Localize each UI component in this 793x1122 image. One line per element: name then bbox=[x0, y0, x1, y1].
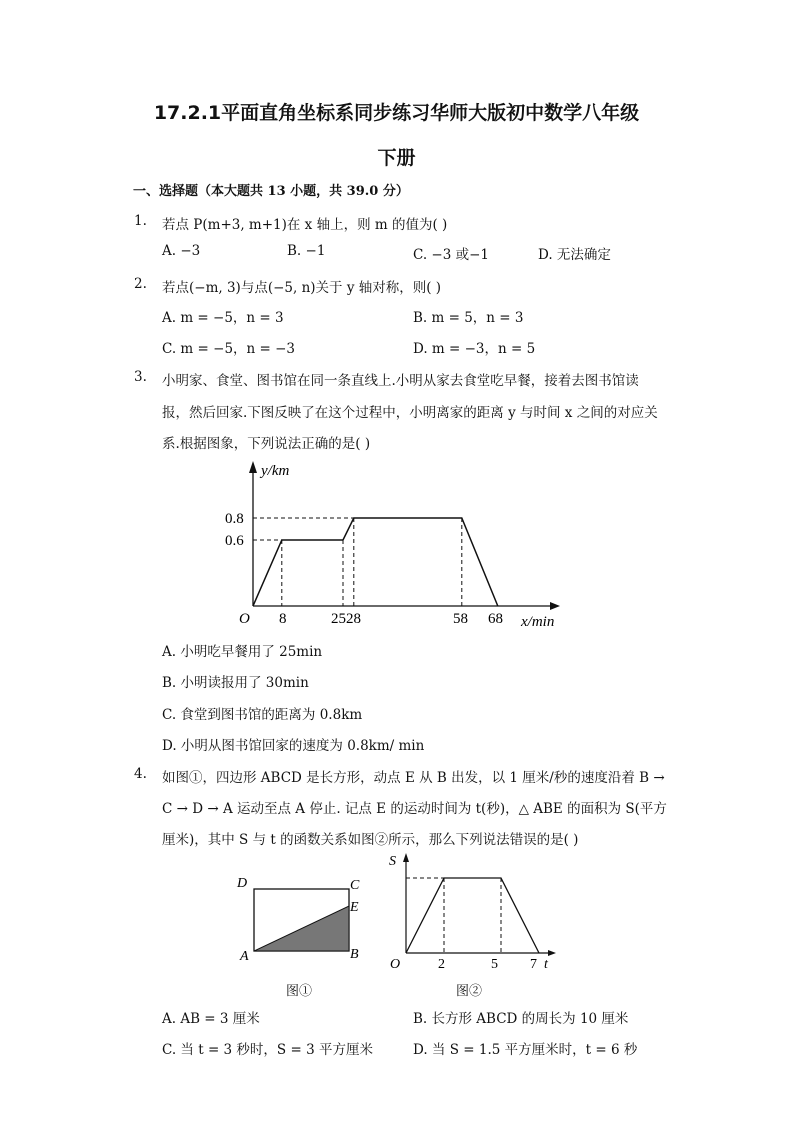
y-tick-label: 0.6 bbox=[225, 533, 244, 549]
question-stem-line: 如图①，四边形 ABCD 是长方形，动点 E 从 B 出发，以 1 厘米/秒的速度沿着 B → bbox=[162, 770, 665, 786]
x-tick-label: 7 bbox=[530, 957, 537, 972]
rectangle-figure bbox=[230, 868, 370, 968]
distance-time-chart bbox=[215, 455, 575, 635]
vertex-label-b: B bbox=[350, 947, 359, 962]
area-time-chart bbox=[380, 848, 560, 978]
y-axis-label: S bbox=[389, 854, 396, 869]
question-stem-line: 报，然后回家.下图反映了在这个过程中，小明离家的距离 y 与时间 x 之间的对应关 bbox=[162, 405, 658, 421]
vertex-label-c: C bbox=[350, 878, 360, 893]
y-tick-label: 0.8 bbox=[225, 511, 244, 527]
question-stem-line: C → D → A 运动至点 A 停止. 记点 E 的运动时间为 t(秒)，△ ABE 的面积为 S(平方 bbox=[162, 801, 667, 817]
question-number: 4. bbox=[134, 766, 147, 782]
x-axis-arrow bbox=[548, 950, 556, 956]
x-tick-label: 8 bbox=[279, 611, 287, 627]
y-axis-arrow bbox=[249, 461, 257, 473]
data-line bbox=[253, 518, 498, 606]
vertex-label-e: E bbox=[350, 900, 359, 915]
question-number: 1. bbox=[134, 213, 147, 229]
x-axis-label: t bbox=[544, 957, 548, 972]
option-c: C. 当 t = 3 秒时，S = 3 平方厘米 bbox=[162, 1042, 373, 1058]
x-tick-label: 68 bbox=[488, 611, 503, 627]
question-stem: 若点 P(m+3, m+1)在 x 轴上，则 m 的值为( ) bbox=[162, 217, 448, 233]
origin-label: O bbox=[390, 957, 401, 972]
y-axis-label: y/km bbox=[261, 463, 290, 479]
option-a: A. −3 bbox=[162, 243, 201, 259]
option-b: B. −1 bbox=[287, 243, 326, 259]
data-line bbox=[406, 878, 539, 953]
x-tick-label: 58 bbox=[453, 611, 468, 627]
question-stem: 若点(−m, 3)与点(−5, n)关于 y 轴对称，则( ) bbox=[162, 280, 442, 296]
option-b: B. 长方形 ABCD 的周长为 10 厘米 bbox=[413, 1011, 629, 1027]
figure-caption: 图② bbox=[456, 984, 483, 999]
origin-label: O bbox=[239, 611, 250, 627]
x-tick-label: 5 bbox=[491, 957, 498, 972]
option-d: D. 无法确定 bbox=[538, 247, 611, 263]
triangle-abe bbox=[254, 906, 349, 951]
option-c: C. m = −5，n = −3 bbox=[162, 341, 296, 357]
option-d: D. m = −3，n = 5 bbox=[413, 341, 536, 357]
option-a: A. m = −5，n = 3 bbox=[162, 310, 284, 326]
x-tick-label: 2528 bbox=[331, 611, 361, 627]
option-a: A. 小明吃早餐用了 25min bbox=[162, 644, 323, 660]
question-stem-line: 厘米)，其中 S 与 t 的函数关系如图②所示，那么下列说法错误的是( ) bbox=[162, 832, 579, 848]
question-number: 2. bbox=[134, 276, 147, 292]
figure-caption: 图① bbox=[286, 984, 313, 999]
option-c: C. −3 或−1 bbox=[413, 247, 490, 263]
option-b: B. m = 5，n = 3 bbox=[413, 310, 524, 326]
question-stem-line: 小明家、食堂、图书馆在同一条直线上.小明从家去食堂吃早餐，接着去图书馆读 bbox=[162, 373, 639, 389]
vertex-label-a: A bbox=[240, 949, 249, 964]
question-stem-line: 系.根据图象，下列说法正确的是( ) bbox=[162, 436, 371, 452]
option-b: B. 小明读报用了 30min bbox=[162, 675, 309, 691]
question-number: 3. bbox=[134, 369, 147, 385]
x-axis-label: x/min bbox=[521, 614, 555, 630]
vertex-label-d: D bbox=[237, 876, 248, 891]
x-axis-arrow bbox=[550, 602, 560, 610]
section-header: 一、选择题（本大题共 13 小题，共 39.0 分） bbox=[133, 184, 409, 199]
y-axis-arrow bbox=[403, 853, 409, 862]
option-d: D. 当 S = 1.5 平方厘米时，t = 6 秒 bbox=[413, 1042, 638, 1058]
x-tick-label: 2 bbox=[438, 957, 445, 972]
page-title: 17.2.1平面直角坐标系同步练习华师大版初中数学八年级 bbox=[153, 102, 640, 124]
page-title-line2: 下册 bbox=[377, 147, 416, 169]
option-c: C. 食堂到图书馆的距离为 0.8km bbox=[162, 707, 363, 723]
option-a: A. AB = 3 厘米 bbox=[162, 1011, 260, 1027]
option-d: D. 小明从图书馆回家的速度为 0.8km/ min bbox=[162, 738, 425, 754]
